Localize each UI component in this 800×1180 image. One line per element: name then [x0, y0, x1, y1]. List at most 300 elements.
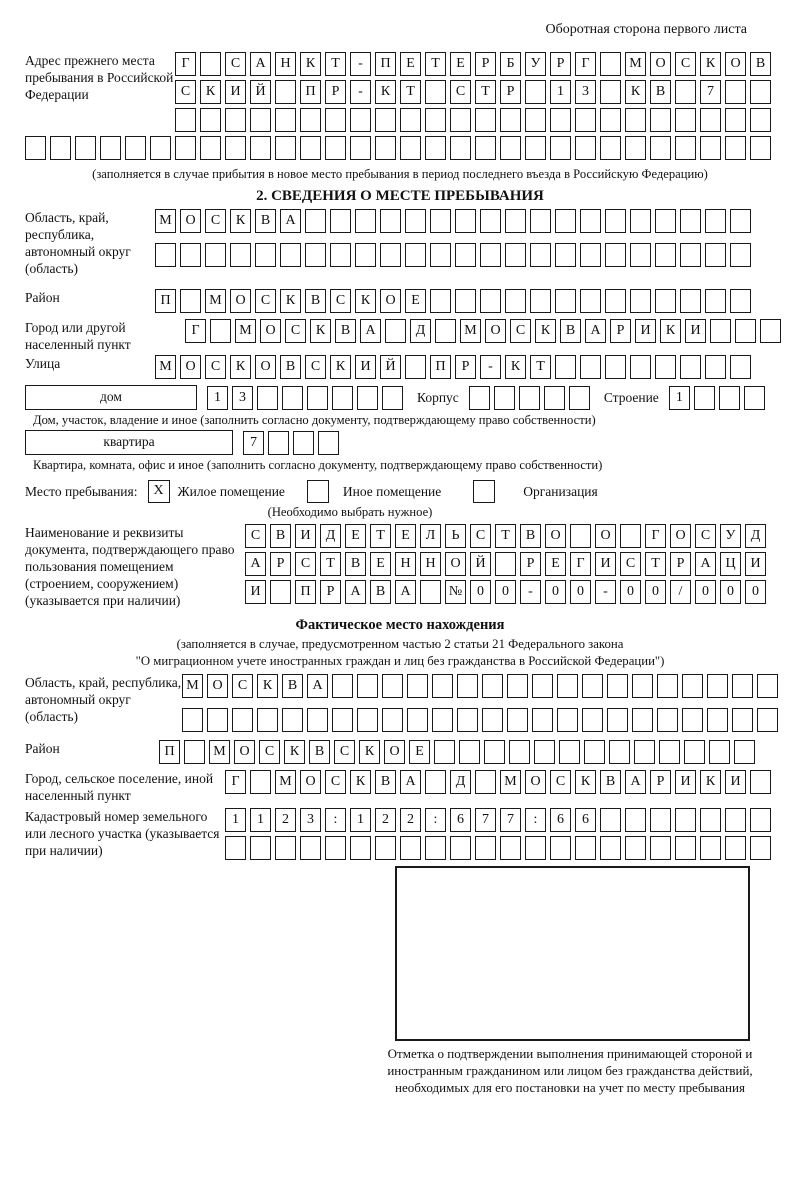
char-box[interactable]: К — [280, 289, 301, 313]
char-box[interactable]: 6 — [450, 808, 471, 832]
char-box[interactable] — [725, 808, 746, 832]
char-box[interactable]: О — [207, 674, 228, 698]
char-box[interactable] — [625, 108, 646, 132]
char-box[interactable] — [675, 80, 696, 104]
char-box[interactable] — [450, 136, 471, 160]
char-box[interactable] — [355, 209, 376, 233]
char-box[interactable] — [500, 136, 521, 160]
char-box[interactable] — [707, 708, 728, 732]
char-box[interactable] — [357, 674, 378, 698]
char-box[interactable]: Р — [670, 552, 691, 576]
char-box[interactable]: Е — [400, 52, 421, 76]
char-box[interactable]: 0 — [495, 580, 516, 604]
char-box[interactable] — [382, 708, 403, 732]
char-box[interactable] — [555, 289, 576, 313]
char-box[interactable]: Е — [370, 552, 391, 576]
char-box[interactable] — [657, 708, 678, 732]
char-box[interactable]: : — [525, 808, 546, 832]
char-box[interactable] — [675, 836, 696, 860]
char-box[interactable] — [530, 209, 551, 233]
char-box[interactable] — [525, 136, 546, 160]
char-box[interactable]: А — [250, 52, 271, 76]
char-box[interactable] — [175, 108, 196, 132]
char-box[interactable]: М — [275, 770, 296, 794]
char-box[interactable]: Р — [650, 770, 671, 794]
char-box[interactable] — [500, 836, 521, 860]
char-box[interactable] — [719, 386, 740, 410]
char-box[interactable]: С — [305, 355, 326, 379]
char-box[interactable]: Р — [500, 80, 521, 104]
char-box[interactable] — [380, 243, 401, 267]
char-box[interactable] — [575, 108, 596, 132]
char-box[interactable]: С — [550, 770, 571, 794]
char-box[interactable] — [475, 136, 496, 160]
char-box[interactable] — [730, 289, 751, 313]
char-box[interactable] — [405, 243, 426, 267]
char-box[interactable] — [250, 108, 271, 132]
char-box[interactable]: 0 — [620, 580, 641, 604]
char-box[interactable]: В — [520, 524, 541, 548]
char-box[interactable]: О — [545, 524, 566, 548]
char-box[interactable]: Р — [520, 552, 541, 576]
char-box[interactable] — [307, 708, 328, 732]
char-box[interactable]: В — [305, 289, 326, 313]
char-box[interactable] — [200, 52, 221, 76]
char-box[interactable] — [500, 108, 521, 132]
char-box[interactable] — [375, 836, 396, 860]
char-box[interactable]: Т — [325, 52, 346, 76]
char-box[interactable] — [455, 289, 476, 313]
char-box[interactable] — [180, 243, 201, 267]
char-box[interactable] — [257, 708, 278, 732]
char-box[interactable] — [580, 289, 601, 313]
char-box[interactable] — [350, 836, 371, 860]
char-box[interactable]: О — [725, 52, 746, 76]
char-box[interactable]: П — [375, 52, 396, 76]
char-box[interactable]: Д — [410, 319, 431, 343]
char-box[interactable]: Р — [475, 52, 496, 76]
char-box[interactable] — [75, 136, 96, 160]
char-box[interactable] — [455, 209, 476, 233]
char-box[interactable]: К — [359, 740, 380, 764]
char-box[interactable] — [480, 243, 501, 267]
char-box[interactable]: - — [480, 355, 501, 379]
char-box[interactable] — [505, 209, 526, 233]
char-box[interactable] — [530, 289, 551, 313]
char-box[interactable]: 0 — [570, 580, 591, 604]
char-box[interactable] — [325, 836, 346, 860]
char-box[interactable] — [469, 386, 490, 410]
char-box[interactable] — [580, 355, 601, 379]
char-box[interactable]: С — [334, 740, 355, 764]
char-box[interactable] — [375, 136, 396, 160]
char-box[interactable] — [725, 80, 746, 104]
char-box[interactable] — [300, 836, 321, 860]
char-box[interactable] — [709, 740, 730, 764]
char-box[interactable]: В — [255, 209, 276, 233]
char-box[interactable]: М — [209, 740, 230, 764]
char-box[interactable] — [750, 136, 771, 160]
char-box[interactable]: : — [425, 808, 446, 832]
char-box[interactable]: 0 — [720, 580, 741, 604]
char-box[interactable] — [282, 708, 303, 732]
char-box[interactable]: О — [380, 289, 401, 313]
char-box[interactable]: Р — [270, 552, 291, 576]
char-box[interactable] — [225, 836, 246, 860]
char-box[interactable] — [494, 386, 515, 410]
char-box[interactable]: : — [325, 808, 346, 832]
char-box[interactable] — [705, 355, 726, 379]
char-box[interactable] — [725, 136, 746, 160]
char-box[interactable] — [600, 108, 621, 132]
char-box[interactable] — [650, 108, 671, 132]
char-box[interactable] — [557, 708, 578, 732]
char-box[interactable] — [700, 836, 721, 860]
char-box[interactable] — [450, 836, 471, 860]
char-box[interactable] — [632, 674, 653, 698]
char-box[interactable]: 6 — [550, 808, 571, 832]
char-box[interactable] — [707, 674, 728, 698]
char-box[interactable] — [318, 431, 339, 455]
residence-option-other-checkbox[interactable] — [307, 480, 329, 503]
char-box[interactable]: - — [520, 580, 541, 604]
char-box[interactable]: И — [635, 319, 656, 343]
char-box[interactable] — [555, 355, 576, 379]
char-box[interactable] — [475, 108, 496, 132]
char-box[interactable] — [325, 136, 346, 160]
char-box[interactable] — [600, 808, 621, 832]
char-box[interactable]: И — [245, 580, 266, 604]
char-box[interactable] — [232, 708, 253, 732]
char-box[interactable]: С — [450, 80, 471, 104]
char-box[interactable]: М — [460, 319, 481, 343]
char-box[interactable]: С — [620, 552, 641, 576]
char-box[interactable]: И — [745, 552, 766, 576]
char-box[interactable]: Е — [405, 289, 426, 313]
char-box[interactable] — [507, 674, 528, 698]
char-box[interactable] — [175, 136, 196, 160]
char-box[interactable] — [744, 386, 765, 410]
char-box[interactable]: 1 — [550, 80, 571, 104]
char-box[interactable] — [569, 386, 590, 410]
char-box[interactable]: Ь — [445, 524, 466, 548]
char-box[interactable]: Г — [645, 524, 666, 548]
char-box[interactable]: Ц — [720, 552, 741, 576]
char-box[interactable] — [605, 209, 626, 233]
char-box[interactable]: О — [445, 552, 466, 576]
char-box[interactable] — [630, 243, 651, 267]
char-box[interactable] — [184, 740, 205, 764]
char-box[interactable]: М — [182, 674, 203, 698]
char-box[interactable] — [682, 708, 703, 732]
char-box[interactable]: Г — [185, 319, 206, 343]
char-box[interactable] — [532, 674, 553, 698]
char-box[interactable] — [582, 674, 603, 698]
char-box[interactable] — [293, 431, 314, 455]
char-box[interactable]: Р — [325, 80, 346, 104]
char-box[interactable]: В — [750, 52, 771, 76]
char-box[interactable] — [557, 674, 578, 698]
char-box[interactable]: М — [235, 319, 256, 343]
char-box[interactable] — [684, 740, 705, 764]
char-box[interactable] — [675, 136, 696, 160]
char-box[interactable] — [420, 580, 441, 604]
char-box[interactable] — [584, 740, 605, 764]
char-box[interactable]: Б — [500, 52, 521, 76]
char-box[interactable] — [655, 209, 676, 233]
char-box[interactable] — [700, 136, 721, 160]
char-box[interactable] — [330, 209, 351, 233]
char-box[interactable]: С — [330, 289, 351, 313]
char-box[interactable] — [200, 136, 221, 160]
char-box[interactable]: М — [205, 289, 226, 313]
char-box[interactable]: Д — [745, 524, 766, 548]
char-box[interactable]: О — [485, 319, 506, 343]
char-box[interactable] — [525, 836, 546, 860]
char-box[interactable] — [475, 836, 496, 860]
char-box[interactable]: К — [257, 674, 278, 698]
char-box[interactable]: В — [650, 80, 671, 104]
char-box[interactable] — [550, 836, 571, 860]
char-box[interactable] — [405, 209, 426, 233]
char-box[interactable] — [482, 674, 503, 698]
char-box[interactable] — [732, 674, 753, 698]
char-box[interactable]: М — [155, 355, 176, 379]
char-box[interactable]: 1 — [669, 386, 690, 410]
char-box[interactable] — [405, 355, 426, 379]
char-box[interactable] — [625, 808, 646, 832]
char-box[interactable] — [630, 289, 651, 313]
char-box[interactable] — [225, 136, 246, 160]
char-box[interactable]: С — [325, 770, 346, 794]
char-box[interactable]: № — [445, 580, 466, 604]
char-box[interactable]: И — [725, 770, 746, 794]
char-box[interactable] — [125, 136, 146, 160]
char-box[interactable]: О — [180, 355, 201, 379]
char-box[interactable]: К — [230, 209, 251, 233]
char-box[interactable]: К — [284, 740, 305, 764]
char-box[interactable] — [400, 108, 421, 132]
char-box[interactable]: 2 — [400, 808, 421, 832]
char-box[interactable] — [484, 740, 505, 764]
char-box[interactable] — [400, 136, 421, 160]
char-box[interactable]: Е — [345, 524, 366, 548]
char-box[interactable]: К — [625, 80, 646, 104]
char-box[interactable]: Т — [475, 80, 496, 104]
char-box[interactable]: А — [625, 770, 646, 794]
char-box[interactable]: С — [675, 52, 696, 76]
char-box[interactable]: 2 — [375, 808, 396, 832]
char-box[interactable]: Н — [395, 552, 416, 576]
char-box[interactable]: 0 — [470, 580, 491, 604]
char-box[interactable] — [735, 319, 756, 343]
char-box[interactable] — [757, 708, 778, 732]
char-box[interactable]: С — [205, 355, 226, 379]
char-box[interactable]: 0 — [545, 580, 566, 604]
char-box[interactable]: Н — [420, 552, 441, 576]
char-box[interactable] — [607, 674, 628, 698]
char-box[interactable]: В — [309, 740, 330, 764]
char-box[interactable] — [385, 319, 406, 343]
char-box[interactable]: Т — [495, 524, 516, 548]
char-box[interactable] — [650, 836, 671, 860]
char-box[interactable] — [609, 740, 630, 764]
char-box[interactable] — [694, 386, 715, 410]
char-box[interactable] — [375, 108, 396, 132]
char-box[interactable]: П — [300, 80, 321, 104]
char-box[interactable] — [425, 108, 446, 132]
char-box[interactable]: 0 — [645, 580, 666, 604]
char-box[interactable]: Е — [395, 524, 416, 548]
char-box[interactable] — [525, 80, 546, 104]
char-box[interactable]: К — [310, 319, 331, 343]
char-box[interactable]: А — [360, 319, 381, 343]
char-box[interactable] — [230, 243, 251, 267]
char-box[interactable]: С — [470, 524, 491, 548]
char-box[interactable]: К — [660, 319, 681, 343]
char-box[interactable]: А — [585, 319, 606, 343]
char-box[interactable] — [544, 386, 565, 410]
char-box[interactable]: О — [180, 209, 201, 233]
char-box[interactable] — [425, 770, 446, 794]
char-box[interactable] — [580, 243, 601, 267]
char-box[interactable] — [425, 80, 446, 104]
char-box[interactable] — [725, 108, 746, 132]
char-box[interactable] — [357, 708, 378, 732]
char-box[interactable]: И — [295, 524, 316, 548]
char-box[interactable] — [700, 808, 721, 832]
char-box[interactable]: Е — [450, 52, 471, 76]
char-box[interactable] — [550, 136, 571, 160]
char-box[interactable]: В — [270, 524, 291, 548]
char-box[interactable] — [250, 836, 271, 860]
char-box[interactable]: С — [285, 319, 306, 343]
char-box[interactable] — [600, 80, 621, 104]
char-box[interactable] — [632, 708, 653, 732]
char-box[interactable]: П — [159, 740, 180, 764]
char-box[interactable] — [525, 108, 546, 132]
char-box[interactable] — [725, 836, 746, 860]
char-box[interactable]: Г — [575, 52, 596, 76]
char-box[interactable]: С — [175, 80, 196, 104]
char-box[interactable] — [580, 209, 601, 233]
char-box[interactable]: С — [232, 674, 253, 698]
char-box[interactable]: 7 — [243, 431, 264, 455]
char-box[interactable]: О — [260, 319, 281, 343]
char-box[interactable] — [750, 80, 771, 104]
char-box[interactable] — [730, 243, 751, 267]
char-box[interactable] — [505, 289, 526, 313]
char-box[interactable] — [300, 108, 321, 132]
char-box[interactable] — [659, 740, 680, 764]
char-box[interactable]: О — [255, 355, 276, 379]
char-box[interactable] — [225, 108, 246, 132]
char-box[interactable] — [475, 770, 496, 794]
char-box[interactable] — [482, 708, 503, 732]
char-box[interactable]: Е — [545, 552, 566, 576]
char-box[interactable] — [582, 708, 603, 732]
char-box[interactable] — [207, 708, 228, 732]
char-box[interactable] — [680, 209, 701, 233]
char-box[interactable] — [555, 209, 576, 233]
char-box[interactable] — [407, 708, 428, 732]
char-box[interactable] — [507, 708, 528, 732]
char-box[interactable] — [705, 209, 726, 233]
char-box[interactable]: 3 — [300, 808, 321, 832]
char-box[interactable] — [275, 836, 296, 860]
char-box[interactable]: Т — [320, 552, 341, 576]
char-box[interactable]: А — [400, 770, 421, 794]
char-box[interactable] — [457, 708, 478, 732]
char-box[interactable]: 1 — [225, 808, 246, 832]
char-box[interactable] — [575, 836, 596, 860]
char-box[interactable]: И — [685, 319, 706, 343]
char-box[interactable] — [380, 209, 401, 233]
char-box[interactable] — [620, 524, 641, 548]
char-box[interactable] — [700, 108, 721, 132]
char-box[interactable] — [425, 136, 446, 160]
char-box[interactable] — [757, 674, 778, 698]
char-box[interactable] — [432, 674, 453, 698]
char-box[interactable] — [530, 243, 551, 267]
char-box[interactable] — [630, 209, 651, 233]
char-box[interactable]: Т — [425, 52, 446, 76]
char-box[interactable] — [307, 386, 328, 410]
char-box[interactable]: Л — [420, 524, 441, 548]
char-box[interactable]: Й — [470, 552, 491, 576]
char-box[interactable] — [355, 243, 376, 267]
char-box[interactable] — [600, 836, 621, 860]
char-box[interactable] — [250, 136, 271, 160]
char-box[interactable]: В — [560, 319, 581, 343]
char-box[interactable]: И — [225, 80, 246, 104]
char-box[interactable]: 1 — [207, 386, 228, 410]
char-box[interactable]: 0 — [745, 580, 766, 604]
char-box[interactable]: В — [600, 770, 621, 794]
char-box[interactable]: Т — [370, 524, 391, 548]
char-box[interactable] — [305, 209, 326, 233]
char-box[interactable]: Н — [275, 52, 296, 76]
char-box[interactable] — [250, 770, 271, 794]
char-box[interactable] — [705, 289, 726, 313]
char-box[interactable] — [400, 836, 421, 860]
char-box[interactable]: К — [700, 52, 721, 76]
char-box[interactable] — [710, 319, 731, 343]
char-box[interactable]: А — [307, 674, 328, 698]
char-box[interactable] — [605, 289, 626, 313]
char-box[interactable] — [575, 136, 596, 160]
char-box[interactable]: - — [595, 580, 616, 604]
char-box[interactable] — [25, 136, 46, 160]
char-box[interactable] — [350, 136, 371, 160]
char-box[interactable] — [750, 108, 771, 132]
char-box[interactable]: Й — [380, 355, 401, 379]
char-box[interactable] — [532, 708, 553, 732]
char-box[interactable]: С — [245, 524, 266, 548]
char-box[interactable] — [750, 836, 771, 860]
char-box[interactable]: - — [350, 80, 371, 104]
char-box[interactable]: Д — [450, 770, 471, 794]
char-box[interactable] — [182, 708, 203, 732]
char-box[interactable] — [325, 108, 346, 132]
char-box[interactable] — [457, 674, 478, 698]
char-box[interactable]: С — [695, 524, 716, 548]
char-box[interactable] — [655, 289, 676, 313]
char-box[interactable] — [750, 770, 771, 794]
char-box[interactable]: Р — [320, 580, 341, 604]
char-box[interactable] — [480, 209, 501, 233]
char-box[interactable] — [330, 243, 351, 267]
